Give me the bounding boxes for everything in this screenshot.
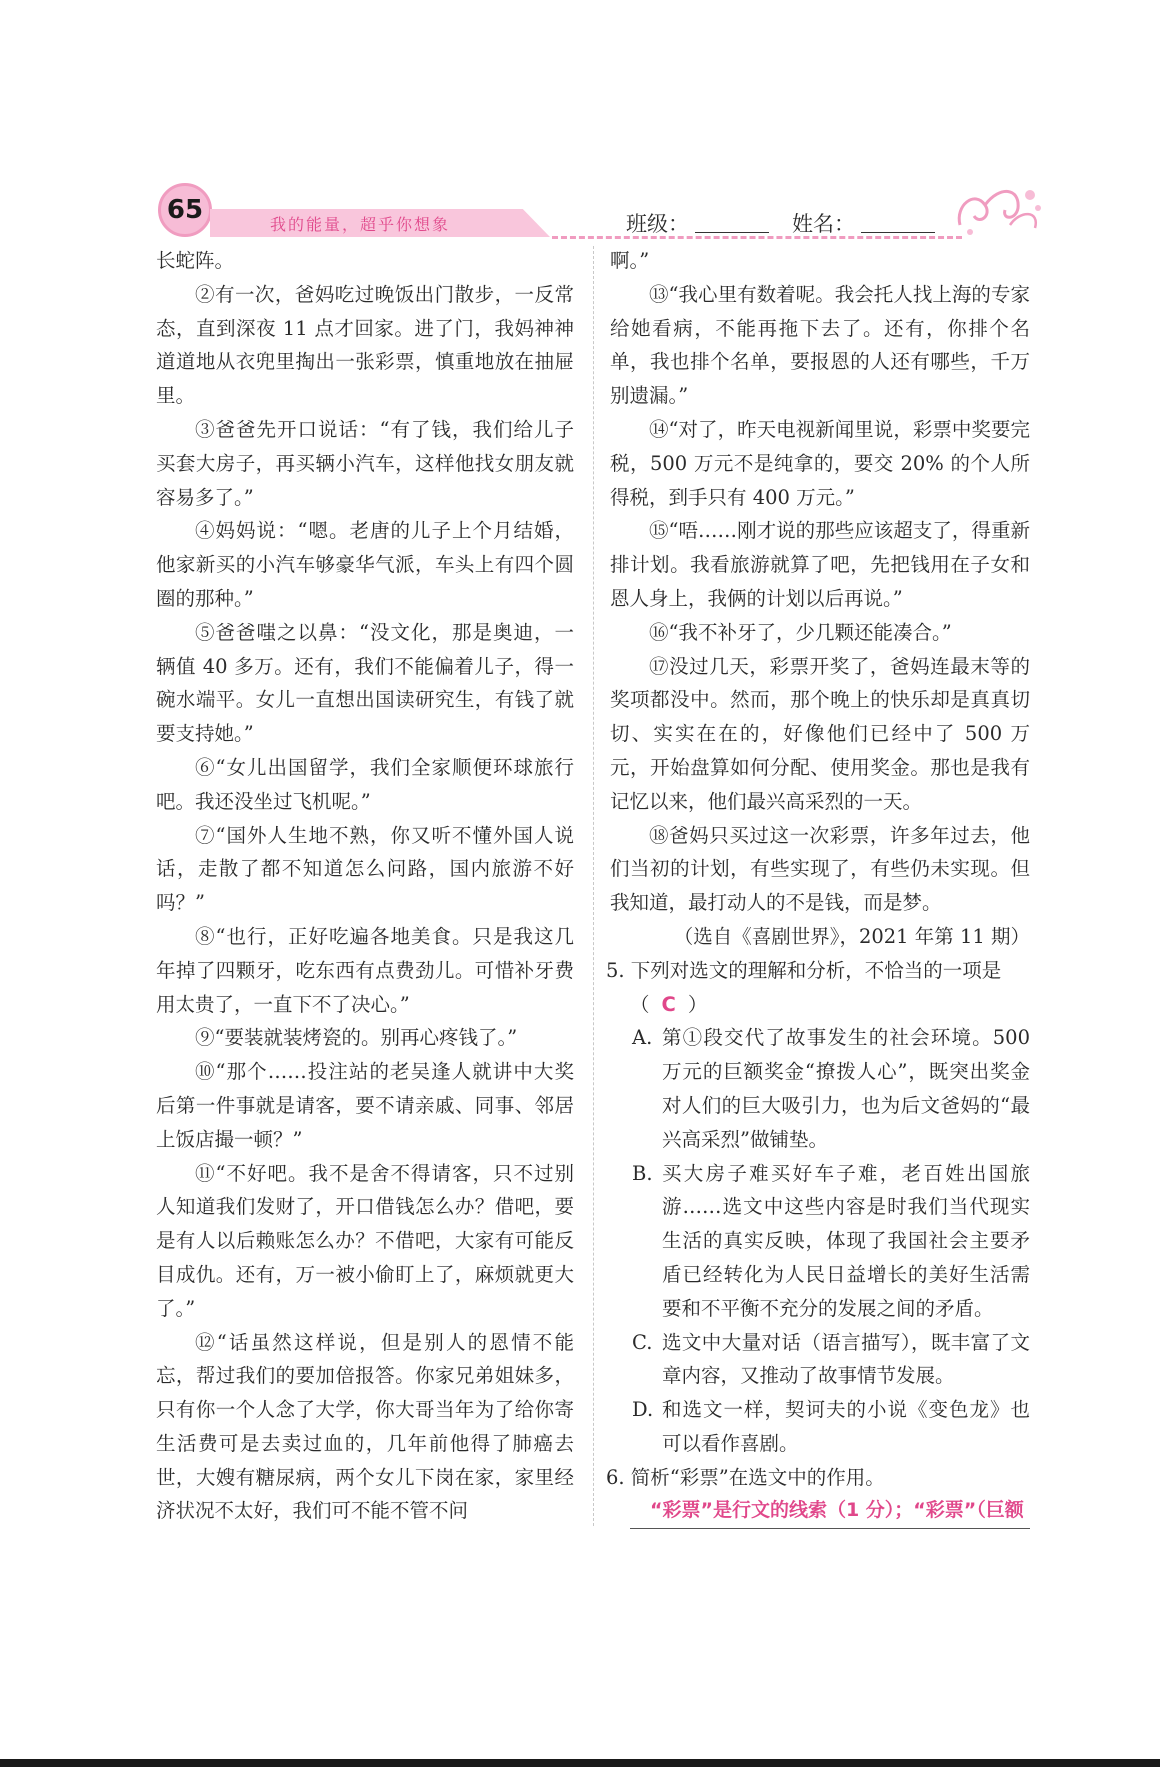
class-label: 班级： (626, 212, 689, 236)
class-blank[interactable] (695, 212, 769, 233)
option-c (610, 1326, 1030, 1394)
paragraph: ③爸爸先开口说话：“有了钱，我们给儿子买套大房子，再买辆小汽车，这样他找女朋友就容易多了。” (156, 417, 574, 509)
name-label: 姓名： (792, 212, 855, 236)
option-text: 和选文一样，契诃夫的小说《变色龙》也可以看作喜剧。 (662, 1398, 1030, 1455)
paragraph: ⑨“要装就装烤瓷的。别再心疼钱了。” (195, 1026, 518, 1050)
question-6-stem: 6. 简析“彩票”在选文中的作用。 (606, 1465, 885, 1489)
flourish-ornament-icon (950, 180, 1045, 240)
option-label: D. (632, 1398, 654, 1422)
paren-close: ） (687, 992, 708, 1016)
name-blank[interactable] (861, 212, 935, 233)
paragraph: 啊。” (610, 249, 650, 272)
paragraph: ②有一次，爸妈吃过晚饭出门散步，一反常态，直到深夜 11 点才回家。进了门，我妈神神道道地从衣兜里掏出一张彩票，慎重地放在抽屉里。 (156, 282, 574, 408)
paragraph: ④妈妈说：“嗯。老唐的儿子上个月结婚，他家新买的小汽车够豪华气派，车头上有四个圆圈的那种。” (156, 519, 574, 610)
left-column (156, 244, 574, 1528)
slogan: 我的能量，超乎你想象 (270, 215, 451, 234)
answer-letter: C (661, 992, 676, 1016)
option-text: 选文中大量对话（语言描写），既丰富了文章内容，又推动了故事情节发展。 (662, 1330, 1030, 1388)
option-a (610, 1021, 1030, 1156)
paragraph: ⑩“那个……投注站的老吴逢人就讲中大奖后第一件事就是请客，要不请亲戚、同事、邻居上饭店撮一顿？” (156, 1060, 574, 1151)
option-label: A. (632, 1026, 653, 1050)
paragraph: ⑧“也行，正好吃遍各地美食。只是我这几年掉了四颗牙，吃东西有点费劲儿。可惜补牙费用太贵了，一直下不了决心。” (156, 924, 574, 1016)
paragraph: ⑤爸爸嗤之以鼻：“没文化，那是奥迪，一辆值 40 多万。还有，我们不能偏着儿子，得一碗水端平。女儿一直想出国读研究生，有钱了就要支持她。” (156, 620, 574, 746)
page-header (0, 0, 1160, 250)
option-label: B. (632, 1161, 653, 1185)
column-divider (593, 246, 594, 1526)
paragraph: ⑪“不好吧。我不是舍不得请客，只不过别人知道我们发财了，开口借钱怎么办？借吧，要是有人以后赖账怎么办？不借吧，大家有可能反目成仇。还有，万一被小偷盯上了，麻烦就更大了。” (156, 1161, 574, 1320)
option-d (610, 1393, 1030, 1461)
question-5-stem: 5. 下列对选文的理解和分析，不恰当的一项是 (606, 958, 1002, 982)
paragraph: ⑮“唔……刚才说的那些应该超支了，得重新排计划。我看旅游就算了吧，先把钱用在子女和恩人身上，我俩的计划以后再说。” (610, 519, 1030, 610)
paragraph: ⑥“女儿出国留学，我们全家顺便环球旅行吧。我还没坐过飞机呢。” (156, 755, 574, 813)
paragraph: ⑯“我不补牙了，少几颗还能凑合。” (649, 620, 952, 644)
paragraph: ⑭“对了，昨天电视新闻里说，彩票中奖要完税，500 万元不是纯拿的，要交 20% 的个人所得税，到手只有 400 万元。” (610, 417, 1030, 509)
question-5-answer (610, 988, 1030, 1022)
paragraph: ⑦“国外人生地不熟，你又听不懂外国人说话，走散了都不知道怎么问路，国内旅游不好吗？” (156, 823, 574, 915)
class-field (626, 208, 769, 238)
option-text: 第①段交代了故事发生的社会环境。500 万元的巨额奖金“撩拨人心”，既突出奖金对人们的巨大吸引力，也为后文爸妈的“最兴高采烈”做铺垫。 (662, 1026, 1030, 1151)
source-citation: （选自《喜剧世界》，2021 年第 11 期） (673, 924, 1030, 948)
paragraph: ⑫“话虽然这样说，但是别人的恩情不能忘，帮过我们的要加倍报答。你家兄弟姐妹多，只有你一个人念了大学，你大哥当年为了给你寄生活费可是去卖过血的，几年前他得了肺癌去世，大嫂有糖尿病，两个女儿下岗在家，家里经济状况不太好，我们可不能不管不问 (156, 1330, 574, 1523)
paragraph: ⑱爸妈只买过这一次彩票，许多年过去，他们当初的计划，有些实现了，有些仍未实现。但我知道，最打动人的不是钱，而是梦。 (610, 823, 1030, 915)
option-label: C. (632, 1330, 653, 1354)
bottom-edge-bar (0, 1759, 1160, 1767)
option-text: 买大房子难买好车子难，老百姓出国旅游……选文中这些内容是时我们当代现实生活的真实反映，体现了我国社会主要矛盾已经转化为人民日益增长的美好生活需要和不平衡不充分的发展之间的矛盾。 (662, 1161, 1030, 1320)
question-6-answer: “彩票”是行文的线索（1 分）；“彩票”（巨额 (630, 1494, 1030, 1529)
name-field (792, 208, 935, 238)
right-column (606, 244, 1030, 1529)
paragraph: 长蛇阵。 (156, 249, 235, 272)
page-number: 65 (158, 183, 212, 237)
paragraph: ⑰没过几天，彩票开奖了，爸妈连最末等的奖项都没中。然而，那个晚上的快乐却是真真切切、实实在在的，好像他们已经中了 500 万元，开始盘算如何分配、使用奖金。那也是我有记忆以来，他们最兴高采烈的一天。 (610, 654, 1030, 813)
paren-open: （ (630, 992, 650, 1016)
paragraph: ⑬“我心里有数着呢。我会托人找上海的专家给她看病，不能再拖下去了。还有，你排个名单，我也排个名单，要报恩的人还有哪些，千万别遗漏。” (610, 282, 1030, 408)
option-b (610, 1157, 1030, 1326)
